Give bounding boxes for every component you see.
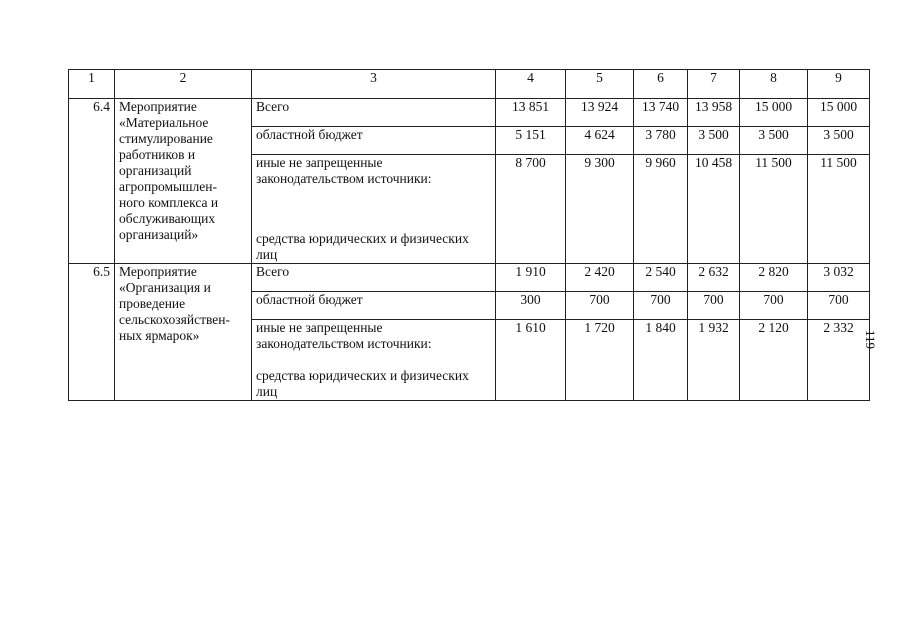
- header-cell: 6: [634, 70, 688, 99]
- value-cell: 700: [566, 292, 634, 320]
- budget-table: [68, 69, 870, 401]
- value-cell: 10 458: [688, 155, 740, 264]
- value-cell: 13 851: [496, 99, 566, 127]
- name-line: сельскохозяйствен-: [119, 312, 230, 327]
- header-cell: 8: [740, 70, 808, 99]
- value-cell: 9 300: [566, 155, 634, 264]
- source-line: средства юридических и физических: [256, 368, 469, 383]
- name-line: работников и: [119, 147, 196, 162]
- header-cell: 5: [566, 70, 634, 99]
- value-cell: 300: [496, 292, 566, 320]
- source-line: лиц: [256, 247, 278, 262]
- value-cell: 700: [740, 292, 808, 320]
- value-cell: 2 820: [740, 264, 808, 292]
- value-cell: 4 624: [566, 127, 634, 155]
- value-cell: 13 740: [634, 99, 688, 127]
- header-cell: 2: [115, 70, 252, 99]
- header-row: [69, 70, 870, 99]
- value-cell: 700: [808, 292, 870, 320]
- value-cell: 2 420: [566, 264, 634, 292]
- value-cell: 13 958: [688, 99, 740, 127]
- value-cell: 5 151: [496, 127, 566, 155]
- value-cell: 1 610: [496, 320, 566, 401]
- spacer: [256, 352, 491, 368]
- value-cell: 3 500: [740, 127, 808, 155]
- name-line: «Организация и: [119, 280, 211, 295]
- value-cell: 15 000: [808, 99, 870, 127]
- page-number: 119: [863, 330, 878, 350]
- row-index: 6.4: [69, 99, 115, 264]
- value-cell: 3 500: [808, 127, 870, 155]
- header-cell: 4: [496, 70, 566, 99]
- name-line: организаций»: [119, 227, 199, 242]
- source-line: иные не запрещенные: [256, 320, 383, 335]
- source-label: [252, 155, 496, 264]
- value-cell: 9 960: [634, 155, 688, 264]
- table-row: [69, 264, 870, 292]
- value-cell: 1 720: [566, 320, 634, 401]
- source-line: лиц: [256, 384, 278, 399]
- value-cell: 700: [634, 292, 688, 320]
- value-cell: 2 540: [634, 264, 688, 292]
- value-cell: 11 500: [808, 155, 870, 264]
- measure-name: [115, 264, 252, 401]
- source-line: средства юридических и физических: [256, 231, 469, 246]
- value-cell: 2 332: [808, 320, 870, 401]
- header-cell: 9: [808, 70, 870, 99]
- header-cell: 3: [252, 70, 496, 99]
- table-row: [69, 99, 870, 127]
- value-cell: 15 000: [740, 99, 808, 127]
- source-label: областной бюджет: [252, 127, 496, 155]
- name-line: обслуживающих: [119, 211, 216, 226]
- source-line: законодательством источники:: [256, 171, 432, 186]
- name-line: проведение: [119, 296, 186, 311]
- value-cell: 3 500: [688, 127, 740, 155]
- source-label: Всего: [252, 264, 496, 292]
- value-cell: 13 924: [566, 99, 634, 127]
- value-cell: 3 780: [634, 127, 688, 155]
- value-cell: 3 032: [808, 264, 870, 292]
- source-label: Всего: [252, 99, 496, 127]
- source-line: законодательством источники:: [256, 336, 432, 351]
- row-index: 6.5: [69, 264, 115, 401]
- value-cell: 8 700: [496, 155, 566, 264]
- header-cell: 1: [69, 70, 115, 99]
- value-cell: 1 910: [496, 264, 566, 292]
- name-line: «Материальное: [119, 115, 209, 130]
- measure-name: [115, 99, 252, 264]
- name-line: организаций: [119, 163, 192, 178]
- source-label: [252, 320, 496, 401]
- source-line: иные не запрещенные: [256, 155, 383, 170]
- value-cell: 11 500: [740, 155, 808, 264]
- source-label: областной бюджет: [252, 292, 496, 320]
- name-line: Мероприятие: [119, 99, 197, 114]
- spacer: [256, 187, 491, 231]
- value-cell: 1 840: [634, 320, 688, 401]
- value-cell: 2 120: [740, 320, 808, 401]
- name-line: агропромышлен-: [119, 179, 217, 194]
- value-cell: 1 932: [688, 320, 740, 401]
- name-line: ных ярмарок»: [119, 328, 200, 343]
- name-line: ного комплекса и: [119, 195, 219, 210]
- name-line: Мероприятие: [119, 264, 197, 279]
- value-cell: 2 632: [688, 264, 740, 292]
- name-line: стимулирование: [119, 131, 213, 146]
- value-cell: 700: [688, 292, 740, 320]
- header-cell: 7: [688, 70, 740, 99]
